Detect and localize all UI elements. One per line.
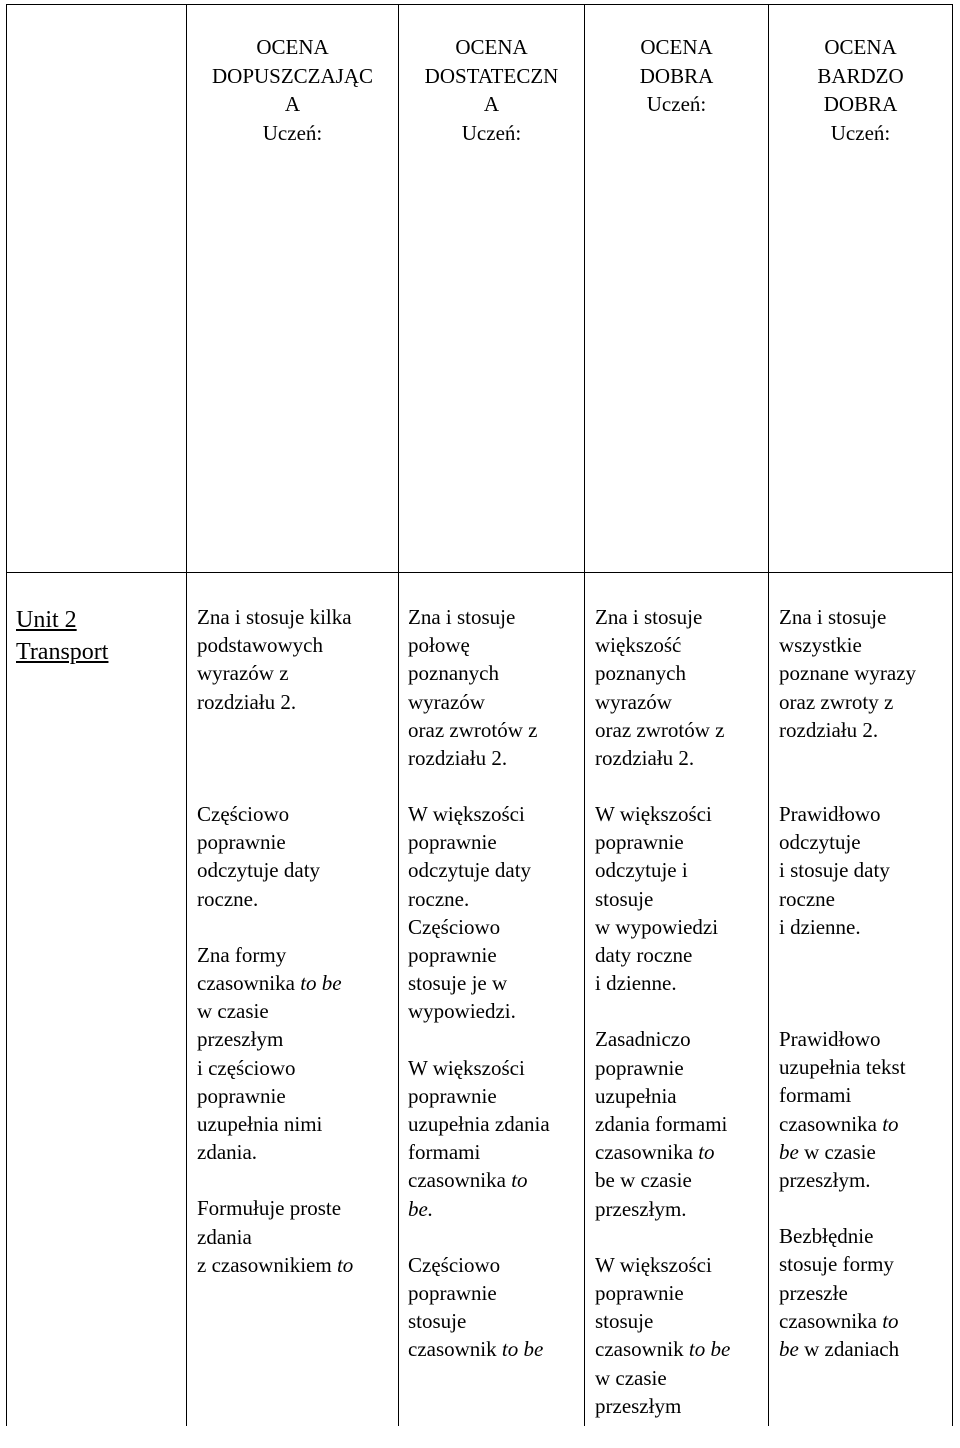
table-border-top [6,4,953,5]
to-be-forms-paragraph: W większości poprawnie uzupełnia zdania formami czasownika to be. [408,1055,550,1221]
grammar-cell-dopuszczajaca [197,800,373,1307]
column-divider-2 [398,4,399,1426]
sentences-paragraph: Bezbłędnie stosuje formy przeszłe czasownika to be w zdaniach [779,1224,900,1362]
grammar-cell-dostateczna [408,800,584,1392]
header-ocena-dobra: OCENA DOBRA Uczeń: [639,35,714,116]
vocabulary-cell-dostateczna: Zna i stosuje połowę poznanych wyrazów oraz zwrotów z rozdziału 2. [408,605,538,771]
vocabulary-cell-dopuszczajaca: Zna i stosuje kilka podstawowych wyrazów z rozdziału 2. [197,605,352,714]
to-be-forms-paragraph: Prawidłowo uzupełnia tekst formami czasownika to be w czasie przeszłym. [779,1027,906,1193]
dates-paragraph: Częściowo poprawnie odczytuje daty roczne. [197,802,321,911]
grammar-cell-bardzo-dobra [779,800,955,1391]
dates-paragraph: W większości poprawnie odczytuje daty roczne. Częściowo poprawnie stosuje je w wypowiedzi. [408,802,532,1024]
table-border-left [6,4,7,1426]
column-divider-3 [584,4,585,1426]
header-ocena-dopuszczajaca: OCENA DOPUSZCZAJĄC A Uczeń: [211,35,374,145]
dates-paragraph: Prawidłowo odczytuje i stosuje daty roczne i dzienne. [779,802,890,939]
dates-paragraph: W większości poprawnie odczytuje i stosuje w wypowiedzi daty roczne i dzienne. [595,802,719,996]
sentences-paragraph: W większości poprawnie stosuje czasownik to be w czasie przeszłym [595,1252,731,1418]
to-be-forms-paragraph: Zasadniczo poprawnie uzupełnia zdania formami czasownika to be w czasie przeszłym. [595,1027,728,1221]
header-ocena-bardzo-dobra: OCENA BARDZO DOBRA Uczeń: [817,35,904,145]
column-divider-1 [186,4,187,1426]
to-be-forms-paragraph: Zna formy czasownika to be w czasie przeszłym i częściowo poprawnie uzupełnia nimi zdania. [197,942,342,1165]
sentences-paragraph: Częściowo poprawnie stosuje czasownik to be [408,1252,544,1362]
unit-title: Unit 2 Transport [16,607,109,665]
header-ocena-dostateczna: OCENA DOSTATECZN A Uczeń: [424,35,559,145]
vocabulary-cell-bardzo-dobra: Zna i stosuje wszystkie poznane wyrazy oraz zwroty z rozdziału 2. [779,605,917,742]
header-row-divider [6,572,953,573]
sentences-paragraph: Formułuje proste zdania z czasownikiem to [197,1196,354,1277]
grammar-cell-dobra [595,800,771,1448]
vocabulary-cell-dobra: Zna i stosuje większość poznanych wyrazów oraz zwrotów z rozdziału 2. [595,605,725,771]
